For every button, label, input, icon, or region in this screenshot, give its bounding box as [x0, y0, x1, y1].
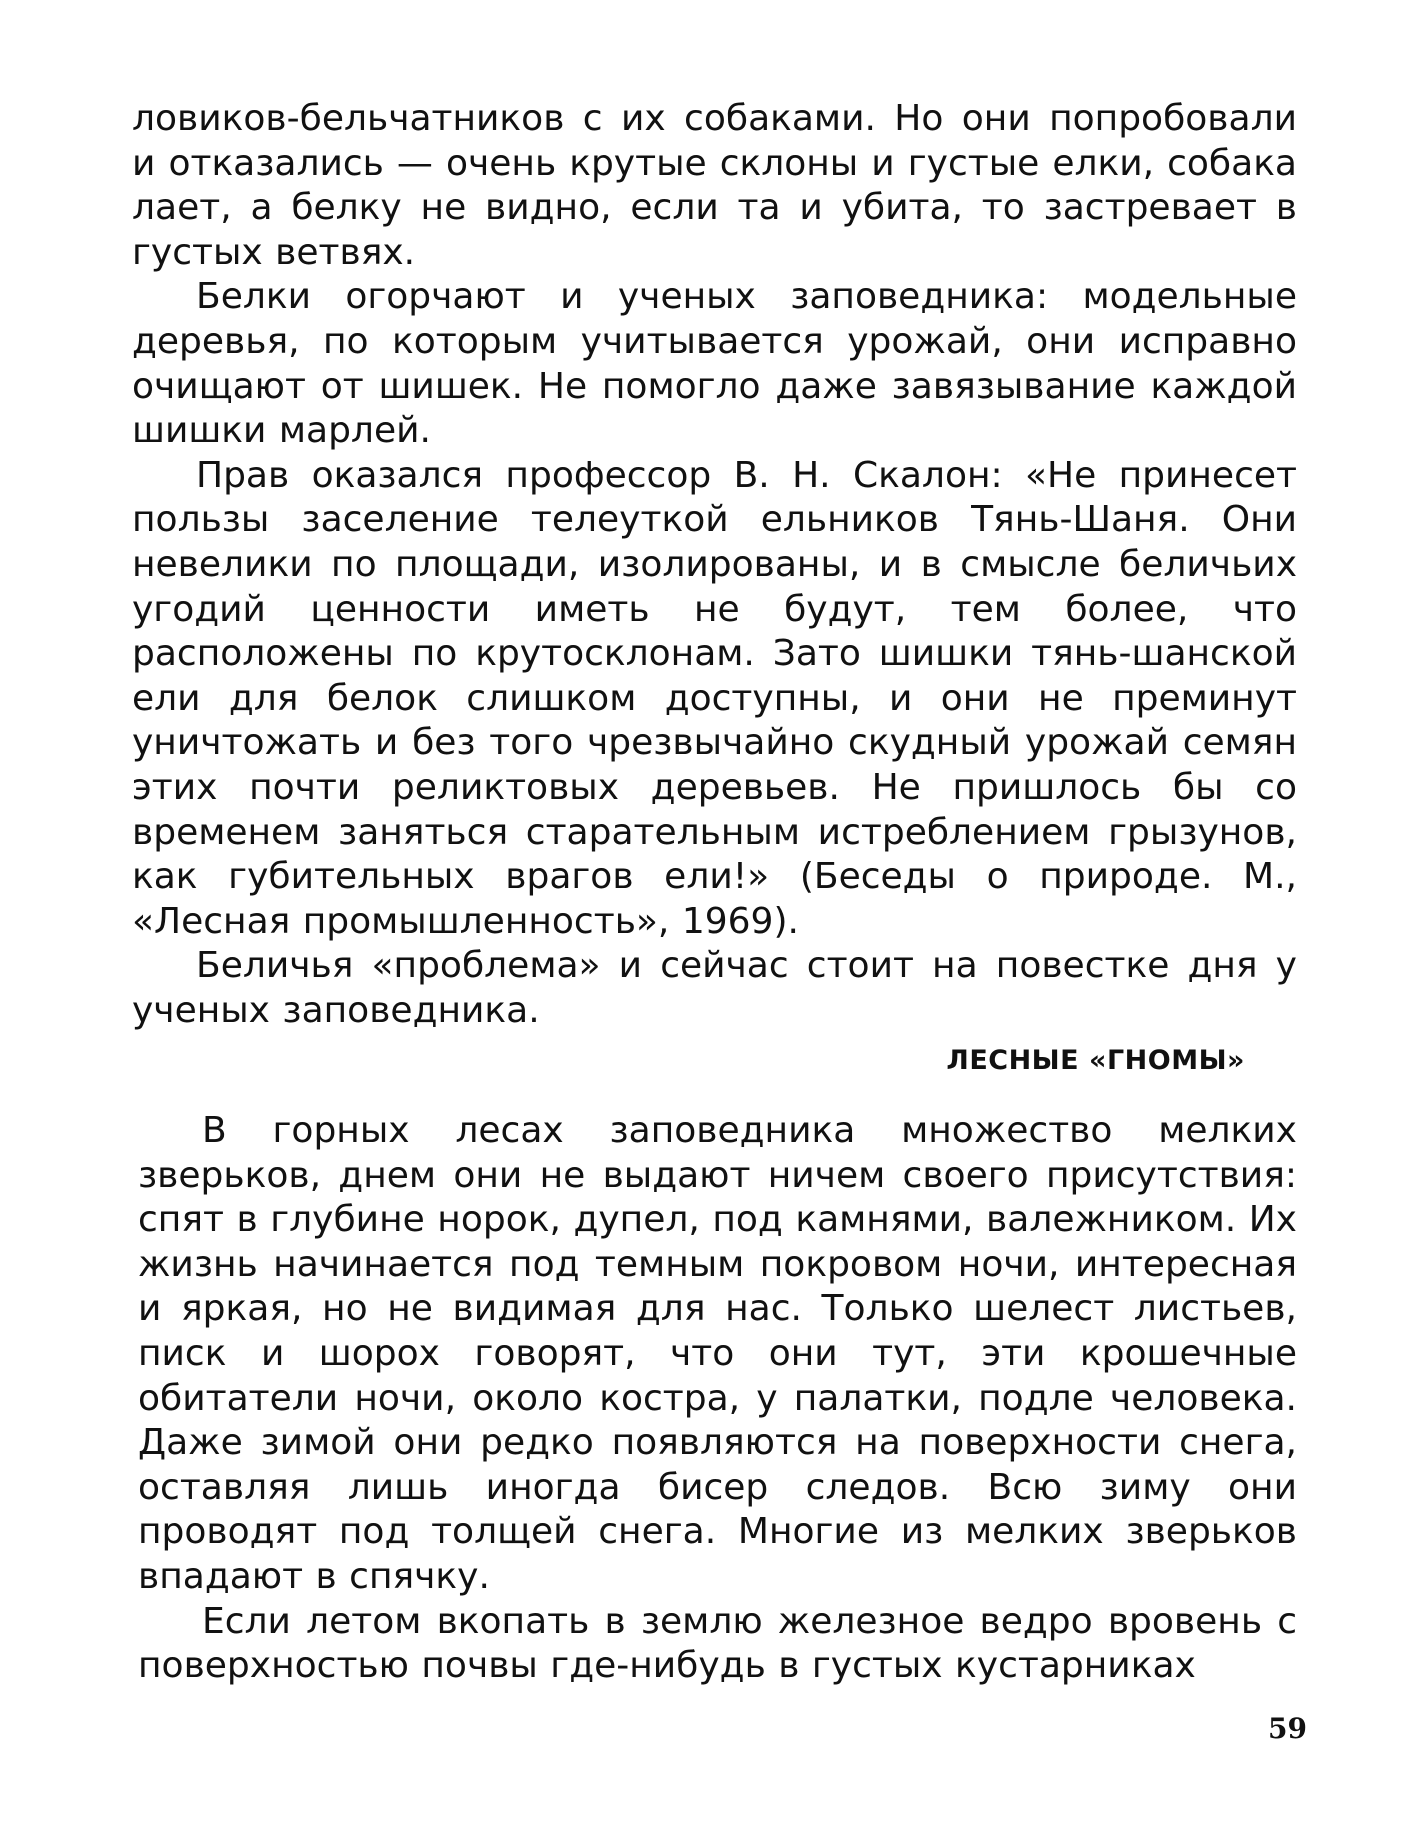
paragraph-skalon-quote: Прав оказался профессор В. Н. Скалон: «Не принесет пользы заселение телеуткой ельников Тянь-Шаня. Они невелики по площади, изолированы, и в смысле беличьих угодий ценности иметь не будут, тем более, что расположены по крутосклонам. Зато шишки тянь-шанской ели для белок слишком доступны, и они не преминут уничтожать и без того чрезвычайно скудный урожай семян этих почти реликтовых деревьев. Не пришлось бы со временем заняться старательным истреблением грызунов, как губительных врагов ели!» (Беседы о природе. М., «Лесная промышленность», 1969). [132, 454, 1297, 942]
section-heading: ЛЕСНЫЕ «ГНОМЫ» [946, 1045, 1245, 1076]
paragraph-continuation: ловиков-бельчатников с их собаками. Но они попробовали и отказались — очень крутые склоны и густые елки, собака лает, а белку не видно, если та и убита, то застревает в густых ветвях. [132, 98, 1297, 273]
text-block-top [132, 97, 1297, 1033]
paragraph-bucket-trap: Если летом вкопать в землю железное ведро вровень с поверхностью почвы где-нибудь в густых кустарниках [138, 1600, 1297, 1687]
paragraph-squirrel-problem: Беличья «проблема» и сейчас стоит на повестке дня у ученых заповедника. [132, 945, 1297, 1031]
text-block-bottom [138, 1109, 1297, 1689]
page-number: 59 [1268, 1712, 1307, 1745]
paragraph-squirrels-scientists: Белки огорчают и ученых заповедника: модельные деревья, по которым учитывается урожай, они исправно очищают от шишек. Не помогло даже завязывание каждой шишки марлей. [132, 276, 1297, 452]
paragraph-small-animals: В горных лесах заповедника множество мелких зверьков, днем они не выдают ничем своего присутствия: спят в глубине норок, дупел, под камнями, валежником. Их жизнь начинается под темным покровом ночи, интересная и яркая, но не видимая для нас. Только шелест листьев, писк и шорох говорят, что они тут, эти крошечные обитатели ночи, около костра, у палатки, подле человека. Даже зимой они редко появляются на поверхности снега, оставляя лишь иногда бисер следов. Всю зиму они проводят под толщей снега. Многие из мелких зверьков впадают в спячку. [138, 1110, 1297, 1597]
